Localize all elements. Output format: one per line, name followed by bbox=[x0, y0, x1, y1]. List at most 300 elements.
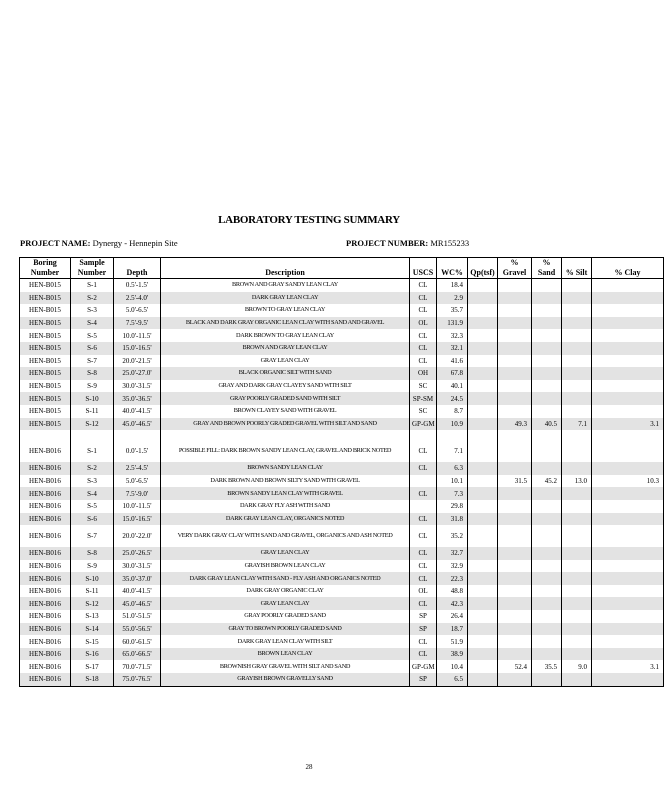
cell-uscs: SC bbox=[410, 380, 437, 393]
table-row bbox=[20, 648, 664, 661]
cell-wc: 26.4 bbox=[437, 610, 468, 623]
cell-silt bbox=[562, 635, 592, 648]
cell-uscs: CL bbox=[410, 462, 437, 475]
cell-clay bbox=[592, 572, 664, 585]
cell-gravel bbox=[498, 329, 532, 342]
cell-qp bbox=[468, 648, 498, 661]
cell-wc: 32.1 bbox=[437, 342, 468, 355]
cell-depth: 7.5'-9.0' bbox=[114, 487, 161, 500]
cell-sample-number: S-3 bbox=[71, 475, 114, 488]
cell-sample-number: S-7 bbox=[71, 355, 114, 368]
cell-boring-number: HEN-B016 bbox=[20, 610, 71, 623]
table-row bbox=[20, 560, 664, 573]
table-row bbox=[20, 367, 664, 380]
cell-boring-number: HEN-B016 bbox=[20, 440, 71, 462]
lab-summary-table-viewport bbox=[19, 257, 659, 707]
cell-description: GRAY POORLY GRADED SAND bbox=[161, 610, 410, 623]
cell-clay bbox=[592, 673, 664, 686]
table-row bbox=[20, 317, 664, 330]
cell-silt bbox=[562, 585, 592, 598]
cell-sand bbox=[532, 610, 562, 623]
cell-depth: 25.0'-27.0' bbox=[114, 367, 161, 380]
cell-description: DARK GRAY LEAN CLAY WITH SILT bbox=[161, 635, 410, 648]
table-body bbox=[20, 279, 664, 687]
spacer-cell bbox=[71, 430, 114, 440]
cell-qp bbox=[468, 440, 498, 462]
table-row bbox=[20, 462, 664, 475]
cell-boring-number: HEN-B015 bbox=[20, 317, 71, 330]
col-header-gravel: % Gravel bbox=[498, 258, 532, 279]
cell-silt bbox=[562, 648, 592, 661]
cell-sand bbox=[532, 462, 562, 475]
cell-boring-number: HEN-B016 bbox=[20, 560, 71, 573]
project-number-value: MR155233 bbox=[428, 238, 470, 248]
cell-qp bbox=[468, 513, 498, 526]
cell-gravel: 49.3 bbox=[498, 418, 532, 431]
cell-sand bbox=[532, 440, 562, 462]
cell-uscs: OH bbox=[410, 367, 437, 380]
table-row bbox=[20, 623, 664, 636]
cell-qp bbox=[468, 392, 498, 405]
cell-sample-number: S-17 bbox=[71, 660, 114, 673]
table-row bbox=[20, 513, 664, 526]
cell-clay bbox=[592, 525, 664, 547]
cell-gravel: 52.4 bbox=[498, 660, 532, 673]
cell-description: GRAY AND DARK GRAY CLAYEY SAND WITH SILT bbox=[161, 380, 410, 393]
col-header-depth: Depth bbox=[114, 258, 161, 279]
cell-uscs: SC bbox=[410, 405, 437, 418]
cell-sand bbox=[532, 279, 562, 292]
table-header-row bbox=[20, 258, 664, 279]
cell-sand bbox=[532, 342, 562, 355]
table-row bbox=[20, 585, 664, 598]
cell-wc: 32.7 bbox=[437, 547, 468, 560]
cell-uscs bbox=[410, 475, 437, 488]
project-number-label: PROJECT NUMBER: bbox=[346, 238, 429, 248]
cell-description: GRAY TO BROWN POORLY GRADED SAND bbox=[161, 623, 410, 636]
report-title: LABORATORY TESTING SUMMARY bbox=[218, 214, 400, 226]
cell-silt bbox=[562, 462, 592, 475]
cell-sand bbox=[532, 355, 562, 368]
cell-depth: 15.0'-16.5' bbox=[114, 513, 161, 526]
cell-silt bbox=[562, 673, 592, 686]
cell-boring-number: HEN-B015 bbox=[20, 405, 71, 418]
cell-uscs: CL bbox=[410, 513, 437, 526]
col-header-uscs: USCS bbox=[410, 258, 437, 279]
cell-qp bbox=[468, 500, 498, 513]
col-header-boring-number: Boring Number bbox=[20, 258, 71, 279]
cell-qp bbox=[468, 560, 498, 573]
table-row bbox=[20, 292, 664, 305]
cell-gravel bbox=[498, 317, 532, 330]
cell-depth: 10.0'-11.5' bbox=[114, 329, 161, 342]
spacer-cell bbox=[114, 430, 161, 440]
cell-boring-number: HEN-B015 bbox=[20, 392, 71, 405]
cell-gravel: 31.5 bbox=[498, 475, 532, 488]
cell-silt bbox=[562, 513, 592, 526]
cell-clay bbox=[592, 292, 664, 305]
cell-qp bbox=[468, 572, 498, 585]
cell-qp bbox=[468, 635, 498, 648]
cell-boring-number: HEN-B015 bbox=[20, 304, 71, 317]
spacer-row bbox=[20, 430, 664, 440]
cell-silt: 7.1 bbox=[562, 418, 592, 431]
cell-clay bbox=[592, 405, 664, 418]
cell-depth: 75.0'-76.5' bbox=[114, 673, 161, 686]
cell-boring-number: HEN-B016 bbox=[20, 475, 71, 488]
table-row bbox=[20, 355, 664, 368]
cell-description: BROWN TO GRAY LEAN CLAY bbox=[161, 304, 410, 317]
cell-clay bbox=[592, 513, 664, 526]
cell-sand bbox=[532, 500, 562, 513]
cell-boring-number: HEN-B016 bbox=[20, 525, 71, 547]
table-row bbox=[20, 329, 664, 342]
cell-silt bbox=[562, 597, 592, 610]
col-header-silt: % Silt bbox=[562, 258, 592, 279]
cell-uscs: CL bbox=[410, 572, 437, 585]
cell-sand bbox=[532, 585, 562, 598]
cell-sand bbox=[532, 673, 562, 686]
cell-sample-number: S-6 bbox=[71, 513, 114, 526]
cell-depth: 5.0'-6.5' bbox=[114, 304, 161, 317]
table-row bbox=[20, 392, 664, 405]
cell-description: GRAY POORLY GRADED SAND WITH SILT bbox=[161, 392, 410, 405]
cell-sample-number: S-1 bbox=[71, 279, 114, 292]
cell-boring-number: HEN-B016 bbox=[20, 547, 71, 560]
cell-wc: 41.6 bbox=[437, 355, 468, 368]
cell-sample-number: S-8 bbox=[71, 367, 114, 380]
cell-uscs: CL bbox=[410, 329, 437, 342]
cell-sand bbox=[532, 635, 562, 648]
cell-uscs: CL bbox=[410, 279, 437, 292]
cell-clay bbox=[592, 380, 664, 393]
cell-qp bbox=[468, 487, 498, 500]
cell-depth: 51.0'-51.5' bbox=[114, 610, 161, 623]
cell-wc: 22.3 bbox=[437, 572, 468, 585]
cell-sand bbox=[532, 367, 562, 380]
cell-depth: 15.0'-16.5' bbox=[114, 342, 161, 355]
table-row bbox=[20, 610, 664, 623]
cell-gravel bbox=[498, 597, 532, 610]
cell-qp bbox=[468, 317, 498, 330]
cell-depth: 40.0'-41.5' bbox=[114, 585, 161, 598]
cell-uscs: SP bbox=[410, 610, 437, 623]
cell-clay bbox=[592, 329, 664, 342]
cell-description: GRAY AND BROWN POORLY GRADED GRAVEL WITH SILT AND SAND bbox=[161, 418, 410, 431]
cell-description: BROWN SANDY LEAN CLAY bbox=[161, 462, 410, 475]
cell-clay bbox=[592, 367, 664, 380]
cell-sand: 45.2 bbox=[532, 475, 562, 488]
col-header-sand: % Sand bbox=[532, 258, 562, 279]
cell-clay bbox=[592, 304, 664, 317]
cell-boring-number: HEN-B016 bbox=[20, 660, 71, 673]
cell-depth: 2.5'-4.0' bbox=[114, 292, 161, 305]
cell-sample-number: S-16 bbox=[71, 648, 114, 661]
cell-uscs: CL bbox=[410, 597, 437, 610]
cell-depth: 20.0'-22.0' bbox=[114, 525, 161, 547]
spacer-cell bbox=[161, 430, 410, 440]
cell-depth: 2.5'-4.5' bbox=[114, 462, 161, 475]
cell-gravel bbox=[498, 513, 532, 526]
cell-qp bbox=[468, 547, 498, 560]
cell-gravel bbox=[498, 355, 532, 368]
cell-description: DARK GRAY LEAN CLAY bbox=[161, 292, 410, 305]
cell-description: GRAY LEAN CLAY bbox=[161, 355, 410, 368]
spacer-cell bbox=[532, 430, 562, 440]
table-row bbox=[20, 525, 664, 547]
cell-sand bbox=[532, 380, 562, 393]
cell-description: BROWNISH GRAY GRAVEL WITH SILT AND SAND bbox=[161, 660, 410, 673]
spacer-cell bbox=[468, 430, 498, 440]
cell-sand bbox=[532, 572, 562, 585]
cell-gravel bbox=[498, 673, 532, 686]
spacer-cell bbox=[20, 430, 71, 440]
cell-wc: 10.1 bbox=[437, 475, 468, 488]
cell-depth: 25.0'-26.5' bbox=[114, 547, 161, 560]
cell-boring-number: HEN-B015 bbox=[20, 329, 71, 342]
cell-silt bbox=[562, 392, 592, 405]
cell-silt bbox=[562, 560, 592, 573]
cell-sample-number: S-12 bbox=[71, 597, 114, 610]
cell-clay bbox=[592, 462, 664, 475]
table-row bbox=[20, 418, 664, 431]
cell-gravel bbox=[498, 623, 532, 636]
cell-sample-number: S-3 bbox=[71, 304, 114, 317]
cell-qp bbox=[468, 304, 498, 317]
cell-sample-number: S-8 bbox=[71, 547, 114, 560]
cell-boring-number: HEN-B015 bbox=[20, 418, 71, 431]
cell-wc: 35.7 bbox=[437, 304, 468, 317]
cell-wc: 24.5 bbox=[437, 392, 468, 405]
cell-sample-number: S-1 bbox=[71, 440, 114, 462]
cell-silt bbox=[562, 525, 592, 547]
table-row bbox=[20, 475, 664, 488]
cell-silt bbox=[562, 342, 592, 355]
cell-sand bbox=[532, 304, 562, 317]
col-header-qp: Qp(tsf) bbox=[468, 258, 498, 279]
cell-gravel bbox=[498, 487, 532, 500]
cell-qp bbox=[468, 355, 498, 368]
cell-gravel bbox=[498, 585, 532, 598]
cell-depth: 45.0'-46.5' bbox=[114, 418, 161, 431]
cell-clay: 3.1 bbox=[592, 660, 664, 673]
cell-gravel bbox=[498, 560, 532, 573]
table-row bbox=[20, 500, 664, 513]
cell-sand bbox=[532, 487, 562, 500]
cell-sample-number: S-15 bbox=[71, 635, 114, 648]
cell-depth: 65.0'-66.5' bbox=[114, 648, 161, 661]
cell-gravel bbox=[498, 462, 532, 475]
cell-depth: 0.0'-1.5' bbox=[114, 440, 161, 462]
cell-silt bbox=[562, 367, 592, 380]
cell-silt: 9.0 bbox=[562, 660, 592, 673]
cell-wc: 31.8 bbox=[437, 513, 468, 526]
cell-qp bbox=[468, 673, 498, 686]
table-row bbox=[20, 487, 664, 500]
cell-silt bbox=[562, 572, 592, 585]
cell-uscs: CL bbox=[410, 560, 437, 573]
cell-description: DARK GRAY FLY ASH WITH SAND bbox=[161, 500, 410, 513]
project-name-line bbox=[20, 238, 178, 248]
cell-wc: 35.2 bbox=[437, 525, 468, 547]
table-row bbox=[20, 572, 664, 585]
cell-wc: 7.1 bbox=[437, 440, 468, 462]
cell-gravel bbox=[498, 547, 532, 560]
cell-qp bbox=[468, 525, 498, 547]
cell-gravel bbox=[498, 380, 532, 393]
cell-sand bbox=[532, 525, 562, 547]
cell-boring-number: HEN-B016 bbox=[20, 648, 71, 661]
cell-sand bbox=[532, 648, 562, 661]
cell-boring-number: HEN-B015 bbox=[20, 292, 71, 305]
cell-silt bbox=[562, 487, 592, 500]
cell-depth: 55.0'-56.5' bbox=[114, 623, 161, 636]
cell-sample-number: S-11 bbox=[71, 405, 114, 418]
cell-uscs: CL bbox=[410, 525, 437, 547]
cell-clay bbox=[592, 635, 664, 648]
cell-depth: 10.0'-11.5' bbox=[114, 500, 161, 513]
cell-qp bbox=[468, 462, 498, 475]
cell-depth: 35.0'-37.0' bbox=[114, 572, 161, 585]
cell-sample-number: S-2 bbox=[71, 292, 114, 305]
table-row bbox=[20, 380, 664, 393]
cell-description: GRAYISH BROWN LEAN CLAY bbox=[161, 560, 410, 573]
cell-boring-number: HEN-B016 bbox=[20, 487, 71, 500]
cell-wc: 40.1 bbox=[437, 380, 468, 393]
cell-uscs: GP-GM bbox=[410, 660, 437, 673]
cell-depth: 0.5'-1.5' bbox=[114, 279, 161, 292]
cell-clay bbox=[592, 500, 664, 513]
cell-description: DARK GRAY LEAN CLAY, ORGANICS NOTED bbox=[161, 513, 410, 526]
cell-depth: 70.0'-71.5' bbox=[114, 660, 161, 673]
cell-wc: 10.9 bbox=[437, 418, 468, 431]
cell-silt bbox=[562, 317, 592, 330]
cell-description: BROWN CLAYEY SAND WITH GRAVEL bbox=[161, 405, 410, 418]
project-number-line bbox=[346, 238, 469, 248]
cell-wc: 18.4 bbox=[437, 279, 468, 292]
cell-uscs: CL bbox=[410, 547, 437, 560]
cell-uscs: CL bbox=[410, 440, 437, 462]
cell-depth: 20.0'-21.5' bbox=[114, 355, 161, 368]
cell-qp bbox=[468, 597, 498, 610]
cell-silt bbox=[562, 304, 592, 317]
cell-gravel bbox=[498, 304, 532, 317]
cell-sand bbox=[532, 405, 562, 418]
cell-sample-number: S-5 bbox=[71, 500, 114, 513]
cell-uscs: CL bbox=[410, 304, 437, 317]
cell-depth: 45.0'-46.5' bbox=[114, 597, 161, 610]
cell-gravel bbox=[498, 367, 532, 380]
cell-qp bbox=[468, 279, 498, 292]
cell-sand bbox=[532, 392, 562, 405]
cell-sample-number: S-7 bbox=[71, 525, 114, 547]
cell-boring-number: HEN-B016 bbox=[20, 513, 71, 526]
cell-gravel bbox=[498, 392, 532, 405]
cell-description: POSSIBLE FILL: DARK BROWN SANDY LEAN CLAY, GRAVEL AND BRICK NOTED bbox=[161, 440, 410, 462]
cell-boring-number: HEN-B015 bbox=[20, 279, 71, 292]
cell-sample-number: S-2 bbox=[71, 462, 114, 475]
cell-description: GRAY LEAN CLAY bbox=[161, 597, 410, 610]
cell-wc: 6.5 bbox=[437, 673, 468, 686]
cell-gravel bbox=[498, 610, 532, 623]
cell-description: BROWN SANDY LEAN CLAY WITH GRAVEL bbox=[161, 487, 410, 500]
cell-boring-number: HEN-B016 bbox=[20, 623, 71, 636]
cell-wc: 131.9 bbox=[437, 317, 468, 330]
cell-uscs: SP bbox=[410, 673, 437, 686]
cell-description: BROWN LEAN CLAY bbox=[161, 648, 410, 661]
cell-qp bbox=[468, 367, 498, 380]
cell-sand bbox=[532, 597, 562, 610]
cell-description: BROWN AND GRAY LEAN CLAY bbox=[161, 342, 410, 355]
cell-description: DARK BROWN TO GRAY LEAN CLAY bbox=[161, 329, 410, 342]
cell-description: DARK GRAY LEAN CLAY WITH SAND - FLY ASH AND ORGANICS NOTED bbox=[161, 572, 410, 585]
cell-depth: 30.0'-31.5' bbox=[114, 380, 161, 393]
cell-sand: 40.5 bbox=[532, 418, 562, 431]
cell-uscs: CL bbox=[410, 292, 437, 305]
cell-boring-number: HEN-B015 bbox=[20, 367, 71, 380]
cell-gravel bbox=[498, 405, 532, 418]
cell-sample-number: S-9 bbox=[71, 560, 114, 573]
project-name-value: Dynergy - Hennepin Site bbox=[90, 238, 178, 248]
cell-clay bbox=[592, 648, 664, 661]
cell-sample-number: S-12 bbox=[71, 418, 114, 431]
cell-clay bbox=[592, 623, 664, 636]
cell-qp bbox=[468, 475, 498, 488]
cell-silt bbox=[562, 623, 592, 636]
cell-description: GRAY LEAN CLAY bbox=[161, 547, 410, 560]
table-row bbox=[20, 342, 664, 355]
col-header-sample-number: Sample Number bbox=[71, 258, 114, 279]
cell-sand bbox=[532, 329, 562, 342]
cell-description: GRAYISH BROWN GRAVELLY SAND bbox=[161, 673, 410, 686]
cell-wc: 51.9 bbox=[437, 635, 468, 648]
cell-gravel bbox=[498, 572, 532, 585]
cell-silt bbox=[562, 292, 592, 305]
cell-boring-number: HEN-B016 bbox=[20, 585, 71, 598]
cell-sample-number: S-5 bbox=[71, 329, 114, 342]
cell-wc: 6.3 bbox=[437, 462, 468, 475]
cell-silt bbox=[562, 500, 592, 513]
cell-description: BROWN AND GRAY SANDY LEAN CLAY bbox=[161, 279, 410, 292]
cell-clay bbox=[592, 392, 664, 405]
cell-uscs: CL bbox=[410, 648, 437, 661]
cell-sample-number: S-6 bbox=[71, 342, 114, 355]
cell-sand bbox=[532, 513, 562, 526]
page-number: 28 bbox=[305, 763, 313, 771]
cell-gravel bbox=[498, 279, 532, 292]
cell-boring-number: HEN-B016 bbox=[20, 635, 71, 648]
cell-uscs: CL bbox=[410, 635, 437, 648]
table-row bbox=[20, 279, 664, 292]
cell-qp bbox=[468, 585, 498, 598]
cell-qp bbox=[468, 292, 498, 305]
cell-wc: 2.9 bbox=[437, 292, 468, 305]
cell-sample-number: S-14 bbox=[71, 623, 114, 636]
cell-sample-number: S-10 bbox=[71, 572, 114, 585]
cell-wc: 7.3 bbox=[437, 487, 468, 500]
cell-clay bbox=[592, 342, 664, 355]
cell-uscs: SP-SM bbox=[410, 392, 437, 405]
cell-clay: 10.3 bbox=[592, 475, 664, 488]
cell-uscs bbox=[410, 500, 437, 513]
cell-qp bbox=[468, 405, 498, 418]
cell-qp bbox=[468, 660, 498, 673]
cell-wc: 18.7 bbox=[437, 623, 468, 636]
cell-clay bbox=[592, 355, 664, 368]
col-header-description: Description bbox=[161, 258, 410, 279]
cell-depth: 5.0'-6.5' bbox=[114, 475, 161, 488]
table-row bbox=[20, 635, 664, 648]
